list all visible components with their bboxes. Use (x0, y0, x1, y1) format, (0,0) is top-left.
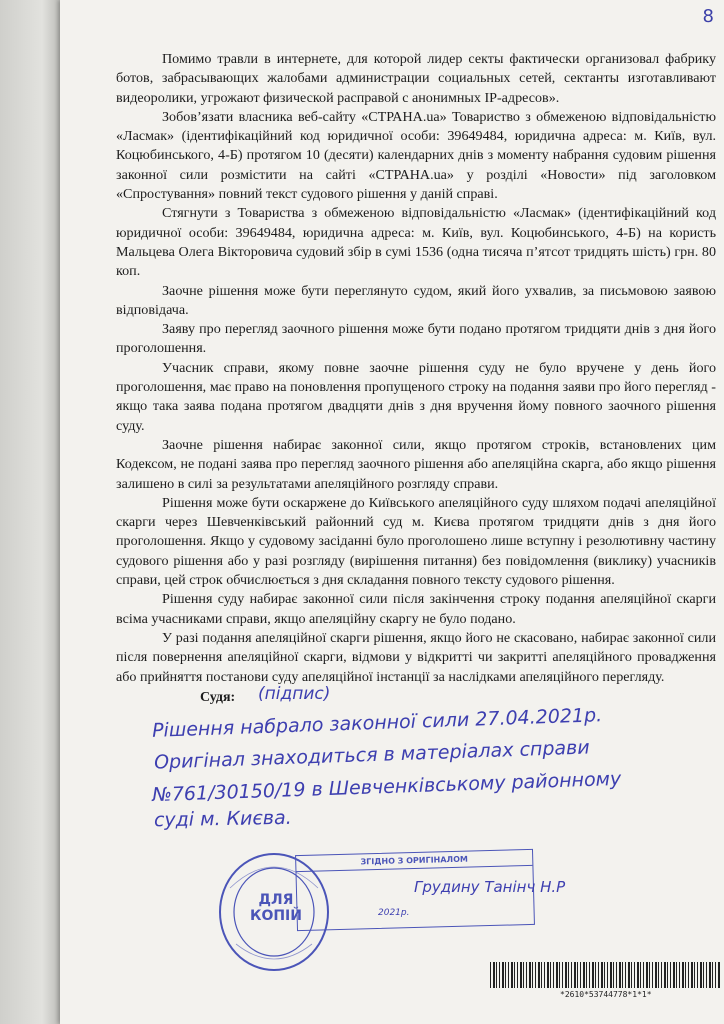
seal-center-text: ДЛЯ КОПІЙ (250, 892, 302, 924)
paragraph: Стягнути з Товариства з обмеженою відповідальністю «Ласмак» (ідентифікаційний код юридичної особи: 39649484, юридична адреса: м. Київ, вул. Коцюбинського, 4-Б) на користь Мальцева Олега Вікторовича судовий збір в сумі 1536 (одна тисяча п’ятсот тридцять шість) грн. 80 коп. (116, 205, 716, 280)
judge-signature-label: Судя: (200, 690, 236, 705)
scanner-edge-strip (0, 0, 60, 1024)
paragraph: Рішення суду набирає законної сили після закінчення строку подання апеляційної скарги всіма учасниками справи, якщо апеляційну скаргу не було подано. (116, 591, 716, 627)
stamp-signature: Грудину Танінч Н.Р (414, 878, 566, 896)
document-body (116, 50, 716, 687)
handwritten-signature-mark: (підпис) (258, 684, 331, 704)
barcode-icon (490, 962, 720, 988)
paragraph: Заяву про перегляд заочного рішення може бути подано протягом тридцяти днів з дня його проголошення. (116, 321, 716, 357)
paragraph: Зобов’язати власника веб-сайту «СТРАНА.ua» Товариство з обмеженою відповідальністю «Ласмак» (ідентифікаційний код юридичної особи: 39649484, юридична адреса: м. Київ, вул. Коцюбинського, 4-Б) протягом 10 (десяти) календарних днів з моменту набрання судовим рішення законної сили розмістити на сайті «СТРАНА.ua» у розділі «Новости» під заголовком «Спростування» повний текст судового рішення у даній справі. (116, 108, 716, 203)
paragraph: Рішення може бути оскаржене до Київського апеляційного суду шляхом подачі апеляційної скарги через Шевченківський районний суд м. Києва протягом тридцяти днів з дня його проголошення. Якщо у судовому засіданні було проголошено лише вступну і резолютивну частину судового рішення або у разі розгляду (вирішення питання) без повідомлення (виклику) учасників справи, цей строк обчислюється з дня складання повного тексту судового рішення. (116, 494, 716, 589)
handwritten-note-line: Оригінал знаходиться в матеріалах справи (153, 736, 590, 774)
document-page (60, 0, 724, 1024)
paragraph: Учасник справи, якому повне заочне рішення суду не було вручене у день його проголошення, має право на поновлення пропущеного строку на подання заяви про його перегляд - якщо така заява подана протягом двадцяти днів з дня вручення йому повного заочного рішення суду. (116, 359, 716, 434)
handwritten-note-line: Рішення набрало законної сили 27.04.2021р. (151, 704, 603, 742)
stamp-date: 2021р. (378, 908, 410, 918)
paragraph: Заочне рішення набирає законної сили, якщо протягом строків, встановлених цим Кодексом, не подані заява про перегляд заочного рішення або апеляційна скарга, або якщо рішення залишено в силі за результатами апеляційного розгляду справи. (116, 436, 716, 492)
stamp-header: ЗГІДНО З ОРИГІНАЛОМ (296, 850, 532, 872)
paragraph: Заочне рішення може бути переглянуто судом, який його ухвалив, за письмовою заявою відповідача. (116, 282, 716, 318)
paragraph: Помимо травли в интернете, для которой лидер секты фактически организовал фабрику ботов, забрасывающих жалобами администрации социальных сетей, сектанты изготавливают видеоролики, угрожают физической расправой с анонимных IP-адресов». (116, 51, 716, 106)
paragraph: У разі подання апеляційної скарги рішення, якщо його не скасовано, набирає законної сили після повернення апеляційної скарги, відмови у відкритті чи закритті апеляційного провадження або прийняття постанови суду апеляційної інстанції за наслідками апеляційного перегляду. (116, 629, 716, 685)
page-number: 8 (702, 6, 714, 27)
handwritten-note-line: №761/30150/19 в Шевченківському районному (151, 767, 622, 807)
handwritten-note-line: суді м. Києва. (153, 806, 292, 832)
barcode-number: *2610*53744778*1*1* (560, 990, 652, 999)
